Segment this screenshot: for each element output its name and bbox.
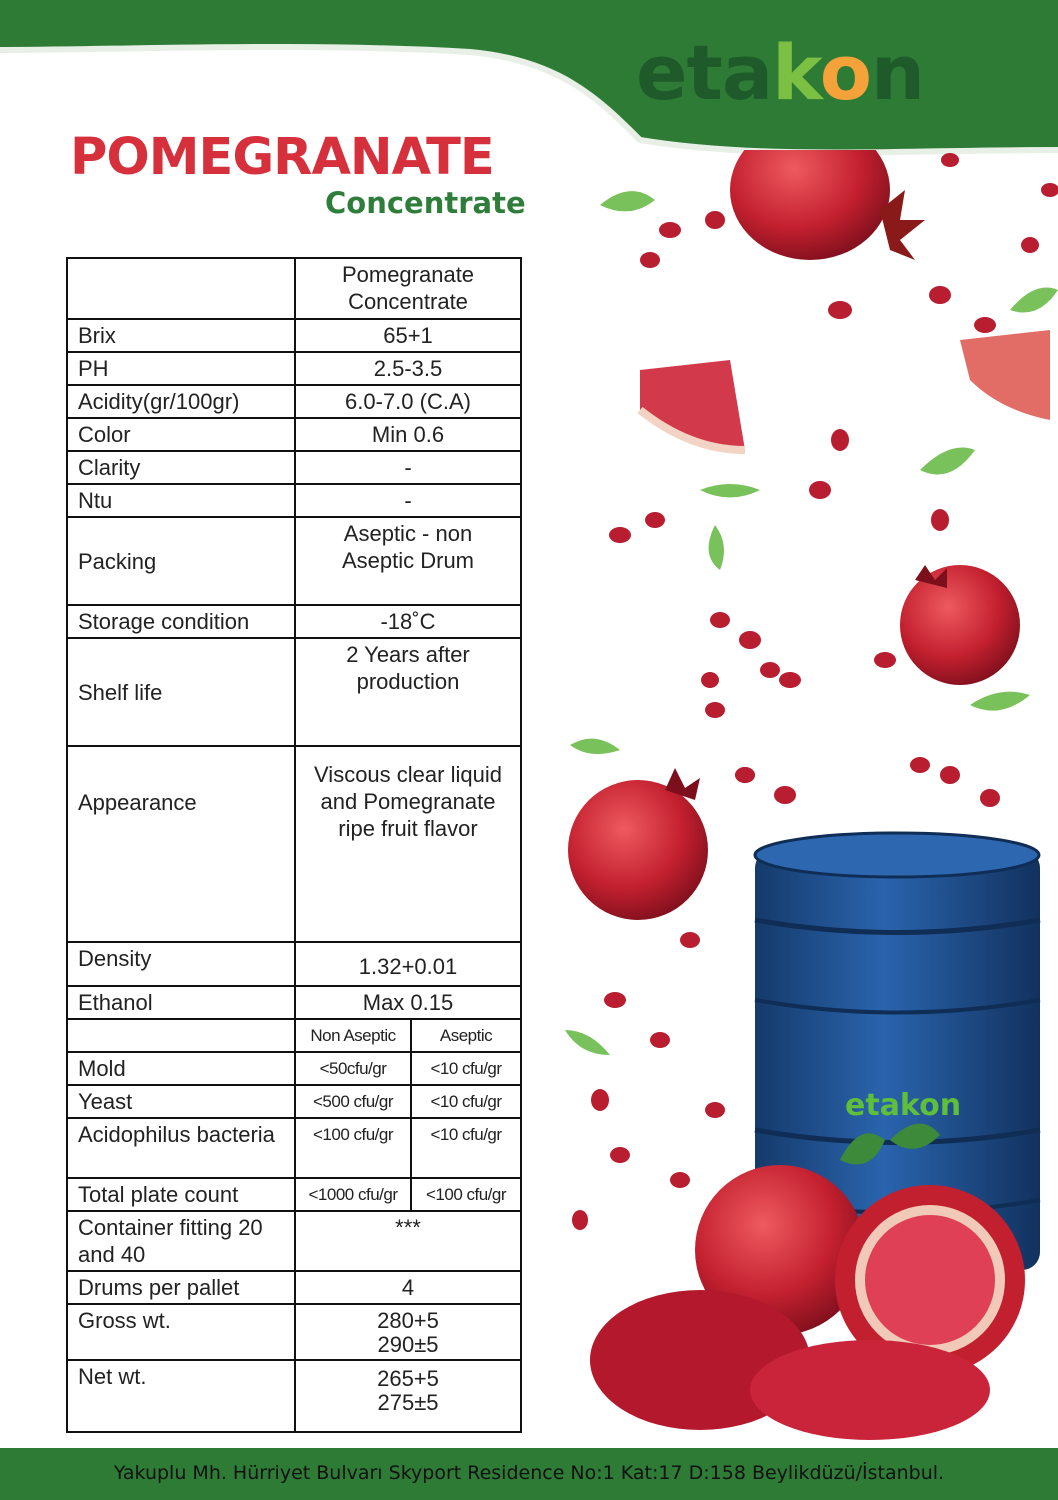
row-value: 4 bbox=[295, 1271, 521, 1304]
subheader-non-aseptic: Non Aseptic bbox=[295, 1019, 411, 1052]
row-value bbox=[295, 1304, 521, 1360]
row-label: Yeast bbox=[67, 1085, 295, 1118]
table-cell bbox=[67, 258, 295, 319]
footer-bar bbox=[0, 1448, 1058, 1500]
table-row bbox=[67, 258, 521, 319]
table-row bbox=[67, 1118, 521, 1178]
table-row bbox=[67, 517, 521, 605]
row-label: Mold bbox=[67, 1052, 295, 1085]
product-illustration bbox=[540, 150, 1058, 1450]
row-value: - bbox=[295, 451, 521, 484]
row-label: Net wt. bbox=[67, 1360, 295, 1432]
table-row bbox=[67, 451, 521, 484]
non-aseptic-value: <1000 cfu/gr bbox=[295, 1178, 411, 1211]
row-value: Min 0.6 bbox=[295, 418, 521, 451]
aseptic-value: <100 cfu/gr bbox=[411, 1178, 521, 1211]
table-header-cell: Pomegranate Concentrate bbox=[295, 258, 521, 319]
table-row bbox=[67, 1085, 521, 1118]
aseptic-value: <10 cfu/gr bbox=[411, 1085, 521, 1118]
gross-value-1: 280+5 bbox=[377, 1308, 439, 1333]
table-row bbox=[67, 1304, 521, 1360]
pomegranate-fruit-icon bbox=[568, 768, 708, 920]
table-row bbox=[67, 1052, 521, 1085]
row-value: 2.5-3.5 bbox=[295, 352, 521, 385]
row-value: Viscous clear liquid and Pomegranate ripe fruit flavor bbox=[295, 746, 521, 942]
logo-text-n: n bbox=[870, 28, 925, 117]
gross-value-2: 290±5 bbox=[377, 1332, 439, 1357]
row-label: Container fitting 20 and 40 bbox=[67, 1211, 295, 1271]
row-value: 6.0-7.0 (C.A) bbox=[295, 385, 521, 418]
logo-text-o: o bbox=[819, 28, 871, 117]
row-label: Drums per pallet bbox=[67, 1271, 295, 1304]
logo-text-k: k bbox=[772, 28, 820, 117]
svg-text:etakon: etakon bbox=[845, 1088, 962, 1123]
row-value: Max 0.15 bbox=[295, 986, 521, 1019]
aseptic-value: <10 cfu/gr bbox=[411, 1052, 521, 1085]
pomegranate-fruit-icon bbox=[730, 150, 925, 260]
row-label: Total plate count bbox=[67, 1178, 295, 1211]
table-row bbox=[67, 484, 521, 517]
row-value: -18˚C bbox=[295, 605, 521, 638]
row-value: 2 Years after production bbox=[295, 638, 521, 746]
subheader-aseptic: Aseptic bbox=[411, 1019, 521, 1052]
row-value: Aseptic - non Aseptic Drum bbox=[295, 517, 521, 605]
table-row bbox=[67, 1178, 521, 1211]
spec-table-container bbox=[66, 257, 522, 1415]
row-label: Packing bbox=[67, 517, 295, 605]
table-row bbox=[67, 1019, 521, 1052]
footer-address: Yakuplu Mh. Hürriyet Bulvarı Skyport Residence No:1 Kat:17 D:158 Beylikdüzü/İstanbul. bbox=[113, 1462, 945, 1484]
row-label: Appearance bbox=[67, 746, 295, 942]
row-label: Ethanol bbox=[67, 986, 295, 1019]
page-subtitle: Concentrate bbox=[325, 186, 526, 220]
table-row bbox=[67, 385, 521, 418]
row-label: Ntu bbox=[67, 484, 295, 517]
aseptic-value: <10 cfu/gr bbox=[411, 1118, 521, 1178]
pomegranate-fruit-icon bbox=[900, 565, 1020, 685]
table-row bbox=[67, 1271, 521, 1304]
row-value bbox=[295, 1360, 521, 1432]
row-label: Density bbox=[67, 942, 295, 986]
net-value-2: 275±5 bbox=[377, 1390, 439, 1415]
logo-text-eta: eta bbox=[636, 28, 773, 117]
row-label: Gross wt. bbox=[67, 1304, 295, 1360]
table-row bbox=[67, 319, 521, 352]
non-aseptic-value: <100 cfu/gr bbox=[295, 1118, 411, 1178]
row-label: Shelf life bbox=[67, 638, 295, 746]
non-aseptic-value: <50cfu/gr bbox=[295, 1052, 411, 1085]
row-value: *** bbox=[295, 1211, 521, 1271]
table-row bbox=[67, 352, 521, 385]
table-row bbox=[67, 1211, 521, 1271]
table-row bbox=[67, 986, 521, 1019]
row-value: 1.32+0.01 bbox=[295, 942, 521, 986]
net-value-1: 265+5 bbox=[377, 1366, 439, 1391]
table-row bbox=[67, 1360, 521, 1432]
row-label: Brix bbox=[67, 319, 295, 352]
table-row bbox=[67, 638, 521, 746]
table-cell bbox=[67, 1019, 295, 1052]
row-label: Color bbox=[67, 418, 295, 451]
row-label: Clarity bbox=[67, 451, 295, 484]
row-label: Acidity(gr/100gr) bbox=[67, 385, 295, 418]
table-row bbox=[67, 418, 521, 451]
spec-table bbox=[66, 257, 522, 1433]
row-label: PH bbox=[67, 352, 295, 385]
page-title: POMEGRANATE bbox=[70, 128, 494, 187]
non-aseptic-value: <500 cfu/gr bbox=[295, 1085, 411, 1118]
table-row bbox=[67, 942, 521, 986]
row-value: 65+1 bbox=[295, 319, 521, 352]
row-label: Storage condition bbox=[67, 605, 295, 638]
brand-logo bbox=[636, 28, 924, 117]
row-value: - bbox=[295, 484, 521, 517]
row-label: Acidophilus bacteria bbox=[67, 1118, 295, 1178]
table-row bbox=[67, 746, 521, 942]
table-row bbox=[67, 605, 521, 638]
